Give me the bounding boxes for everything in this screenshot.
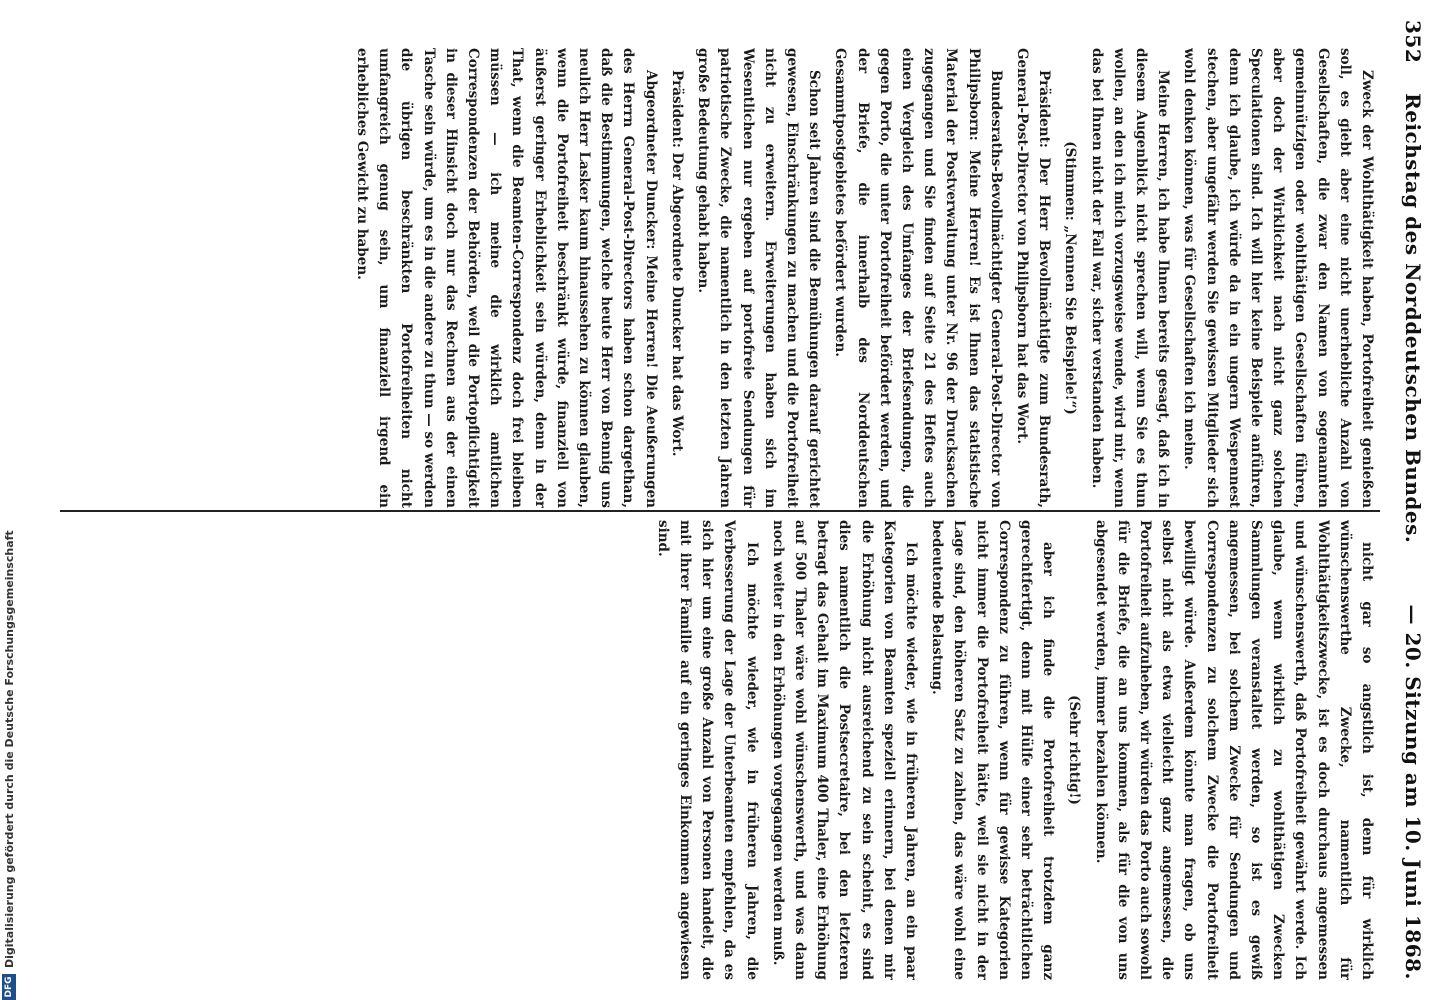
credit-text: Digitalisierung gefördert durch die Deutsche Forschungsgemeinschaft bbox=[2, 530, 16, 968]
header-title-left: Reichstag des Norddeutschen Bundes. bbox=[1401, 93, 1425, 544]
header-title-right: — 20. Sitzung am 10. Juni 1868. bbox=[1401, 604, 1425, 980]
speaker-name: Präsident: bbox=[1036, 70, 1053, 148]
speech-text: Der Herr Bevollmächtigte zum Bundesrath, General-Post-Director von Philipsborn hat das Wort. bbox=[1013, 48, 1053, 508]
header-left bbox=[1401, 20, 1425, 543]
speaker-name: Bundesraths-Bevollmächtigter General-Post-Director von Philipsborn: bbox=[965, 48, 1004, 508]
page-header bbox=[1398, 0, 1428, 1000]
paragraph: Meine Herren, ich habe Ihnen bereits gesagt, daß ich in diesem Augenblick nicht sprechen will, wenn Sie es thun wollen, an den ich mich vorzugsweise wende, wird mir, wenn das bei Ihnen nicht der Fall war, sicher verstanden haben. bbox=[1088, 48, 1172, 508]
speech-text: Der Abgeordnete Duncker hat das Wort. bbox=[668, 152, 685, 457]
paragraph: aber ich finde die Portofreiheit trotzdem ganz gerechtfertigt, denn mit Hülfe einer sehr beträchtlichen Correspondenz zu führen, wenn für gewisse Kategorien nicht immer die Portofreiheit hätte, weil sie nicht in der Lage sind, den höheren Satz zu zahlen, das wäre wohl eine bedeutende Belastung. bbox=[929, 520, 1057, 980]
paragraph: Ich möchte wieder, wie in früheren Jahren, die Verbesserung der Lage der Unterbeamten empfehlen, da es sich hier um eine große Anzahl von Personen handelt, die mit ihrer Familie auf ein geringes Einkommen angewiesen sind. bbox=[654, 520, 760, 980]
page-number: 352 bbox=[1401, 20, 1425, 64]
paragraph: Schon seit Jahren sind die Bemühungen darauf gerichtet gewesen, Einschränkungen zu machen und die Portofreiheit nicht zu erweitern. Erweiterungen haben sich im Wesentlichen nur ergeben auf portofreie Sendungen für patriotische Zwecke, die namentlich in den letzten Jahren große Bedeutung gehabt haben. bbox=[695, 48, 823, 508]
text-column-left bbox=[78, 48, 1378, 508]
paragraph: Zweck der Wohlthätigkeit haben, Portofreiheit genießen soll, es giebt aber eine nicht unerhebliche Anzahl von Gesellschaften, die zwar den Namen von sogenannten gemeinnützigen oder wohlthätigen Gesellschaften führen, aber doch der Wirklichkeit nach nicht ganz solchen Speculationen sind. Ich will hier keine Beispiele anführen, denn ich glaube, ich würde da in ein ungern Wespennest stechen, aber ungefähr werden Sie gewissen Mitglieder sich wohl denken können, was für Gesellschaften ich meine. bbox=[1181, 48, 1375, 508]
digitization-credit bbox=[0, 0, 18, 1000]
text-column-right bbox=[78, 520, 1378, 980]
speech-text: Meine Herren! Die Aeußerungen des Herrn General-Post-Directors haben schon dargethan, daß die Bestimmungen, welche heute Herr von Bennig uns neulich Herr Lasker kaum hinaussehen zu können glauben, wenn die Portofreiheit beschränkt würde, finanziell von äußerst geringer Erheblichkeit sein würden, denn in der That, wenn die Beamten-Correspondenz doch frei bleiben müssen — ich meine die wirklich amtlichen Correspondenzen der Behörden, weil die Portopflichtigkeit in dieser Hinsicht doch nur das Rechnen aus der einen Tasche sein würde, um es in die andere zu thun — so werden die übrigen beschränkten Portofreiheiten nicht umfangreich genug sein, um finanziell irgend ein erhebliches Gewicht zu haben. bbox=[354, 48, 659, 508]
dfg-logo-icon: DFG bbox=[2, 974, 16, 1000]
speaker-name: Präsident: bbox=[668, 70, 685, 148]
paragraph: Ich möchte wieder, wie in früheren Jahren, an ein paar Kategorien von Beamten speziell erinnern, bei denen mir die Erhöhung nicht ausreichend zu sein scheint, es sind dies namentlich die Postsecretaire, bei den letzteren betragt das Gehalt im Maximum 400 Thaler, eine Erhöhung auf 500 Thaler wäre wohl wünschenswerth, und was dann noch weiter in den Erhöhungen vorgegangen werden muß. bbox=[769, 520, 919, 980]
paragraph bbox=[829, 48, 1007, 508]
speech-text: Meine Herren! Es ist Ihnen das statistische Material der Postverwaltung unter Nr. 96 der Drucksachen zugegangen und Sie finden auf Seite 21 des Heftes auch einen Vergleich des Umfanges der Briefsendungen, die gegen Porto, die unter Portofreiheit befördert werden, und der Briefe, die innerhalb des Norddeutschen Gesammtpostgebietes befördert wurden. bbox=[832, 48, 982, 508]
paragraph bbox=[1011, 48, 1055, 508]
paragraph: nicht gar so angstlich ist, denn für wirklich wünschenswerthe Zwecke, namentlich für Wohlthätigkeitszwecke, ist es doch durchaus angemessen und wünschenswerth, daß Portofreiheit gewährt werde. Ich glaube, wenn wirklich zu wohlthätigen Zwecken Sammlungen veranstaltet werden, so ist es gewiß angemessen, bei solchem Zwecke für Sendungen und Correspondenzen zu solchem Zwecke die Portofreiheit bewilligt würde. Außerdem könnte man fragen, ob uns selbst nicht als etwa vielleicht ganz angemessen, die Portofreiheit aufzuheben, wir würden das Porto auch sowohl für die Briefe, die an uns kommen, als für die von uns abgesendet werden, immer bezahlen können. bbox=[1092, 520, 1375, 980]
paragraph bbox=[666, 48, 688, 508]
column-divider bbox=[60, 510, 1380, 512]
interjection: (Sehr richtig!) bbox=[1066, 695, 1083, 805]
interjection: (Stimmen: „Nennen Sie Beispiele!“) bbox=[1062, 141, 1079, 415]
paragraph bbox=[351, 48, 662, 508]
speaker-name: Abgeordneter Duncker: bbox=[642, 70, 659, 250]
